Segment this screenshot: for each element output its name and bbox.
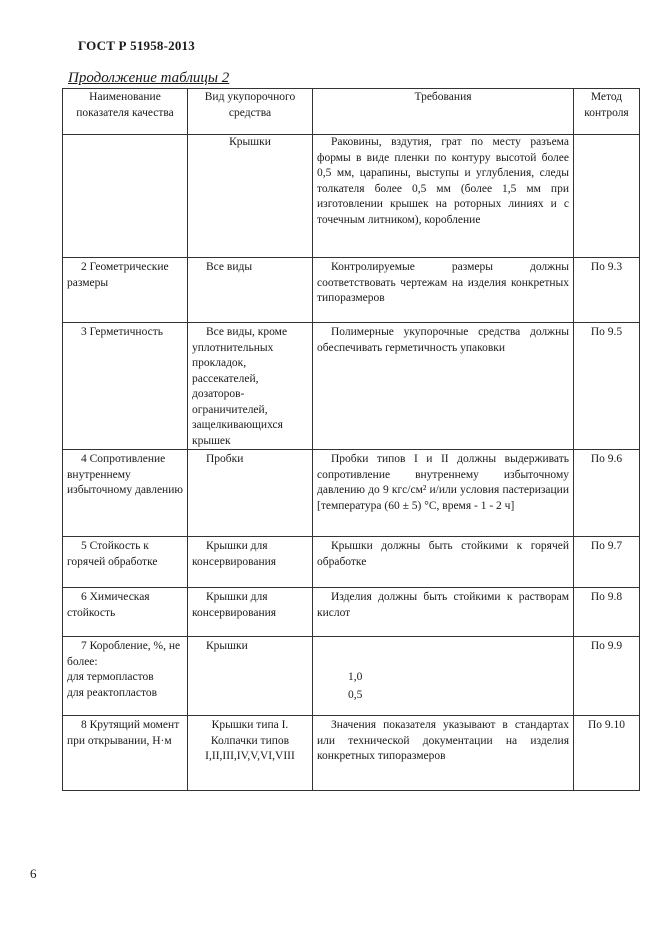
standard-header: ГОСТ Р 51958-2013 xyxy=(78,38,195,53)
method-cell xyxy=(574,135,640,258)
table-row xyxy=(63,323,640,450)
indicator-cell xyxy=(63,637,188,716)
closure-type-cell: Крышки xyxy=(188,135,313,258)
column-header-indicator: Наименование показателя качества xyxy=(63,89,188,135)
indicator-cell: 5 Стойкость к горячей обработке xyxy=(63,537,188,588)
table-continuation-title: Продолжение таблицы 2 xyxy=(68,70,230,86)
closure-type-cell: Крышки xyxy=(188,637,313,716)
table-row xyxy=(63,637,640,716)
column-header-closure-type: Вид укупорочного средства xyxy=(188,89,313,135)
closure-type-cell: Все виды, кроме уплотнительных прокладок, рассекателей, дозаторов-ограничителей, защелкивающихся крышек xyxy=(188,323,313,450)
indicator-cell: 4 Сопротивление внутреннему избыточному давлению xyxy=(63,450,188,537)
page-number: 6 xyxy=(30,866,37,881)
column-header-requirements: Требования xyxy=(313,89,574,135)
requirement-cell: Изделия должны быть стойкими к растворам кислот xyxy=(313,588,574,637)
method-cell: По 9.5 xyxy=(574,323,640,450)
table-row xyxy=(63,588,640,637)
table-header-row xyxy=(63,89,640,135)
closure-type-cell: Все виды xyxy=(188,258,313,323)
indicator-cell: 3 Герметичность xyxy=(63,323,188,450)
closure-type-cell: Крышки для консервирования xyxy=(188,537,313,588)
method-cell: По 9.7 xyxy=(574,537,640,588)
indicator-cell: 6 Химическая стойкость xyxy=(63,588,188,637)
indicator-cell xyxy=(63,135,188,258)
warp-value-thermoplastics: 1,0 xyxy=(348,671,363,683)
method-cell: По 9.8 xyxy=(574,588,640,637)
requirement-text xyxy=(317,639,569,654)
method-cell: По 9.6 xyxy=(574,450,640,537)
requirement-cell: Крышки должны быть стойкими к горячей обработке xyxy=(313,537,574,588)
requirement-cell: Полимерные укупорочные средства должны обеспечивать герметичность упаковки xyxy=(313,323,574,450)
indicator-label: 7 Коробление, %, не более: xyxy=(67,640,181,668)
table-row xyxy=(63,258,640,323)
table-row xyxy=(63,716,640,791)
indicator-sub-thermoplastics: для термопластов xyxy=(67,671,154,683)
warp-value-reactoplastics: 0,5 xyxy=(348,688,363,701)
table-row xyxy=(63,135,640,258)
requirement-cell: Пробки типов I и II должны выдерживать сопротивление внутреннему избыточному давлению до 9 кгс/см² и/или условия пастеризации [температура (60 ± 5) °С, время - 1 - 2 ч] xyxy=(313,450,574,537)
method-cell: По 9.9 xyxy=(574,637,640,716)
requirement-cell: Контролируемые размеры должны соответствовать чертежам на изделия конкретных типоразмеров xyxy=(313,258,574,323)
table-row xyxy=(63,537,640,588)
indicator-cell: 2 Геометрические размеры xyxy=(63,258,188,323)
requirement-cell: Значения показателя указывают в стандартах или технической документации на изделия конкретных типоразмеров xyxy=(313,716,574,791)
requirement-cell: Раковины, вздутия, грат по месту разъема формы в виде пленки по контуру высотой более 0,5 мм, царапины, выступы и углубления, следы толкателя более 0,5 мм (более 1,5 мм при изготовлении крышек на роторных линиях и с точечным литником), коробление xyxy=(313,135,574,258)
indicator-cell: 8 Крутящий момент при открывании, Н·м xyxy=(63,716,188,791)
method-cell: По 9.10 xyxy=(574,716,640,791)
closure-type-cell: Крышки для консервирования xyxy=(188,588,313,637)
requirement-cell xyxy=(313,637,574,716)
method-cell: По 9.3 xyxy=(574,258,640,323)
quality-requirements-table xyxy=(62,88,640,791)
column-header-method: Метод контроля xyxy=(574,89,640,135)
closure-type-cell: Крышки типа I. Колпачки типов I,II,III,IV,V,VI,VIII xyxy=(188,716,313,791)
indicator-sub-reactoplastics: для реактопластов xyxy=(67,686,158,699)
table-row xyxy=(63,450,640,537)
closure-type-cell: Пробки xyxy=(188,450,313,537)
